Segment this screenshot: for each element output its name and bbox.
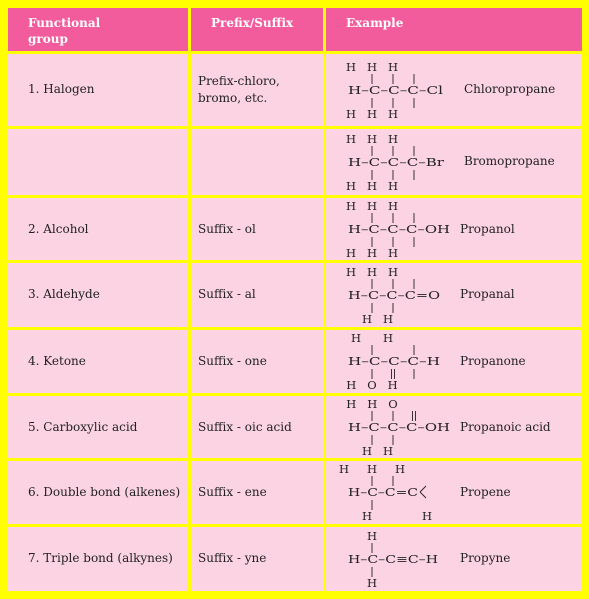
table-row	[7, 196, 584, 261]
prefix-suffix-cell: Suffix - yne	[190, 525, 325, 592]
example-cell	[325, 127, 584, 196]
compound-name: Propanoic acid	[460, 419, 551, 434]
structural-formula	[348, 397, 458, 457]
formula-top: H	[366, 528, 378, 543]
compound-name: Propene	[460, 484, 511, 499]
structural-formula	[339, 462, 458, 524]
formula-bottom: H H	[362, 509, 432, 524]
table-row	[7, 127, 584, 196]
header-example: Example	[325, 7, 584, 53]
formula-bottom: H H	[362, 444, 394, 459]
table-row	[7, 460, 584, 525]
prefix-suffix-cell: Suffix - al	[190, 262, 325, 328]
formula-top: H H H	[339, 462, 405, 477]
example-cell	[325, 196, 584, 261]
prefix-suffix-cell: Suffix - one	[190, 328, 325, 394]
prefix-suffix-cell: Suffix - oic acid	[190, 394, 325, 459]
prefix-suffix-cell: Suffix - ol	[190, 196, 325, 261]
table-row	[7, 328, 584, 394]
formula-bottom: H	[366, 575, 378, 590]
functional-group-cell: 2. Alcohol	[7, 196, 190, 261]
formula-top: H H H	[345, 264, 399, 279]
structural-formula	[345, 59, 458, 121]
header-prefix-suffix: Prefix/Suffix	[190, 7, 325, 53]
prefix-suffix-cell	[190, 127, 325, 196]
structural-formula	[345, 131, 458, 193]
formula-bottom: H H H	[345, 178, 399, 193]
formula-top: H H H	[345, 199, 399, 214]
table-row	[7, 525, 584, 592]
prefix-suffix-cell: Suffix - ene	[190, 460, 325, 525]
compound-name: Chloropropane	[464, 82, 556, 97]
example-cell	[325, 328, 584, 394]
formula-chain: H–C–C–C–H	[348, 354, 440, 369]
formula-top: H H	[351, 331, 393, 346]
structural-formula	[348, 331, 458, 391]
structural-formula	[348, 529, 458, 589]
formula-bottom: H H H	[345, 106, 399, 121]
example-cell	[325, 460, 584, 525]
compound-name: Propyne	[460, 551, 511, 566]
compound-name: Bromopropane	[464, 154, 555, 169]
functional-group-cell: 3. Aldehyde	[7, 262, 190, 328]
formula-top: H H H	[345, 131, 399, 146]
formula-bottom: H H	[362, 311, 394, 326]
header-functional-group: Functional group	[7, 7, 190, 53]
example-cell	[325, 53, 584, 127]
formula-top: H H O	[346, 397, 398, 412]
functional-group-cell: 6. Double bond (alkenes)	[7, 460, 190, 525]
formula-chain: H–C–C≡C–H	[348, 551, 438, 566]
prefix-suffix-cell: Prefix-chloro, bromo, etc.	[190, 53, 325, 127]
compound-name: Propanal	[460, 287, 515, 302]
compound-name: Propanone	[460, 353, 526, 368]
formula-chain: H–C–C=C	[348, 485, 419, 500]
functional-group-cell	[7, 127, 190, 196]
functional-group-cell: 7. Triple bond (alkynes)	[7, 525, 190, 592]
functional-group-cell: 4. Ketone	[7, 328, 190, 394]
formula-bottom: H H H	[345, 246, 399, 261]
functional-group-cell: 1. Halogen	[7, 53, 190, 127]
example-cell	[325, 394, 584, 459]
formula-chain: H–C–C–C–Cl	[348, 82, 444, 97]
header-row	[7, 7, 584, 53]
functional-groups-table	[5, 5, 585, 594]
formula-top: H H H	[345, 59, 399, 74]
formula-chain: H–C–C–C–OH	[348, 420, 450, 435]
example-cell	[325, 525, 584, 592]
structural-formula	[345, 199, 458, 261]
formula-bottom: H O H	[346, 378, 398, 393]
functional-group-cell: 5. Carboxylic acid	[7, 394, 190, 459]
table-row	[7, 53, 584, 127]
table-row	[7, 262, 584, 328]
example-cell	[325, 262, 584, 328]
table-row	[7, 394, 584, 459]
formula-chain: H–C–C–C–OH	[348, 222, 450, 237]
formula-chain: H–C–C–C–Br	[348, 154, 445, 169]
compound-name: Propanol	[460, 221, 515, 236]
formula-chain: H–C–C–C=O	[348, 287, 440, 302]
structural-formula	[345, 264, 458, 326]
